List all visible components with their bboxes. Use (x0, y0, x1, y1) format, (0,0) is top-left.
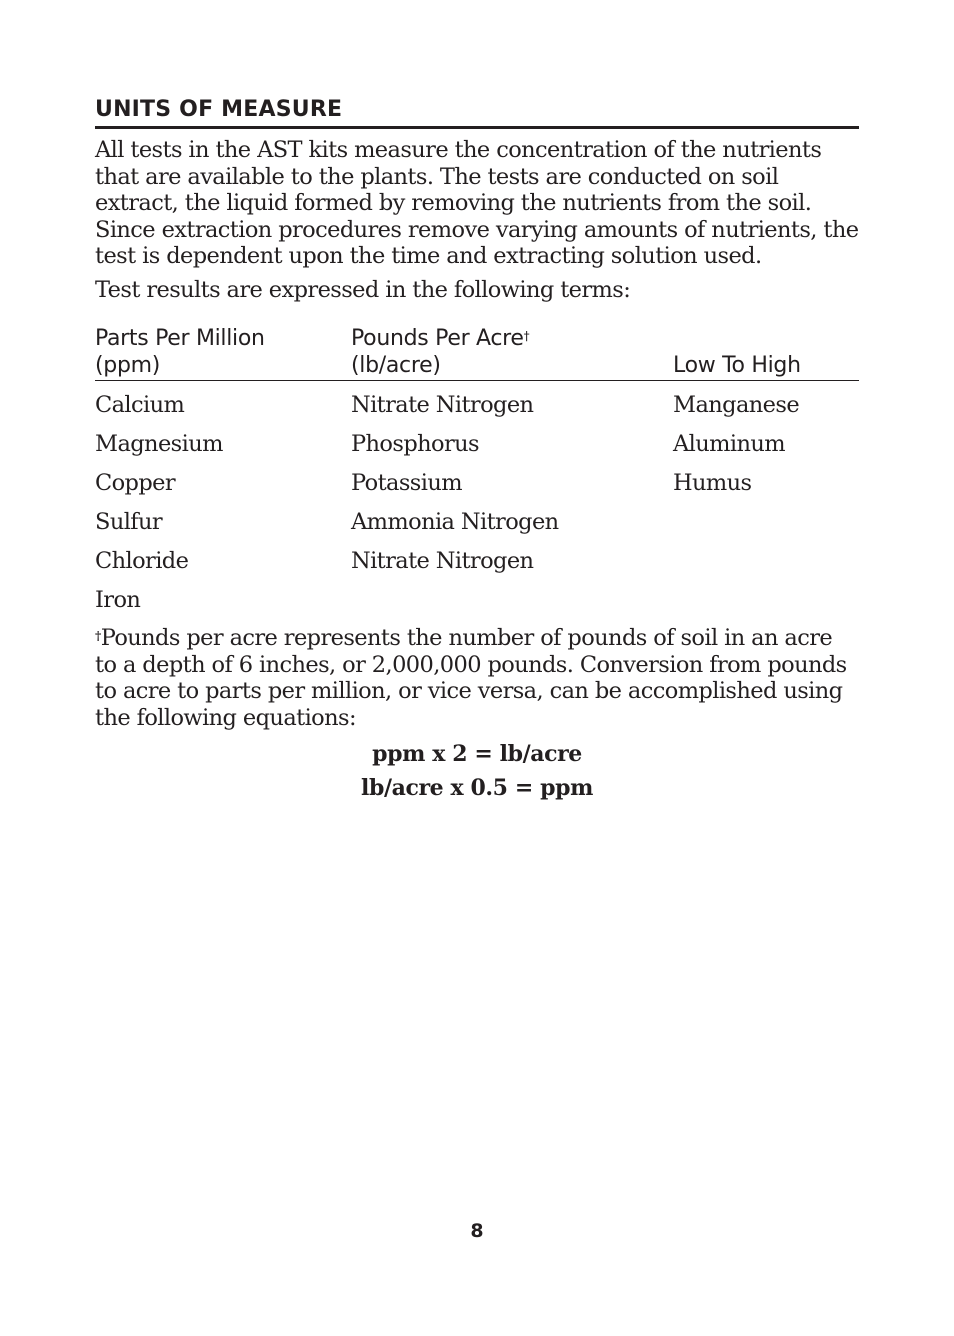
header-ppm-line1: Parts Per Million (95, 326, 265, 351)
table-cell: Sulfur (95, 509, 163, 535)
table-row (95, 508, 859, 547)
table-cell: Aluminum (673, 431, 785, 457)
header-ppm-line2: (ppm) (95, 353, 161, 378)
table-cell: Magnesium (95, 431, 223, 457)
header-ppm (95, 325, 351, 379)
equation-lb-to-ppm: lb/acre x 0.5 = ppm (361, 775, 593, 801)
table-row (95, 469, 859, 508)
footnote (95, 625, 859, 731)
table-cell: Copper (95, 470, 176, 496)
page-content (95, 95, 859, 805)
units-table-body (95, 391, 859, 625)
table-cell: Humus (673, 470, 752, 496)
table-row (95, 391, 859, 430)
table-cell: Nitrate Nitrogen (351, 392, 534, 418)
table-cell: Manganese (673, 392, 800, 418)
page-number: 8 (470, 1220, 484, 1242)
equation-ppm-to-lb: ppm x 2 = lb/acre (372, 741, 582, 767)
header-low-to-high: Low To High (673, 353, 801, 378)
header-lb-acre-line2: (lb/acre) (351, 353, 441, 378)
dagger-mark: † (523, 329, 530, 343)
units-table (95, 325, 859, 625)
table-cell: Chloride (95, 548, 189, 574)
table-row (95, 547, 859, 586)
header-lb-acre (351, 325, 673, 379)
table-row (95, 430, 859, 469)
intro-paragraph: All tests in the AST kits measure the concentration of the nutrients that are available to the plants. The tests are conducted on soil extract, the liquid formed by removing the nutrients from the soil. Since extraction procedures remove varying amounts of nutrients, the test is dependent upon the time and extracting solution used. (95, 137, 859, 269)
table-cell: Phosphorus (351, 431, 479, 457)
header-lb-acre-line1: Pounds Per Acre (351, 326, 524, 351)
table-cell: Potassium (351, 470, 462, 496)
units-table-header (95, 325, 859, 381)
table-cell: Calcium (95, 392, 185, 418)
footnote-dagger: † (95, 629, 101, 643)
table-cell: Nitrate Nitrogen (351, 548, 534, 574)
footnote-text: Pounds per acre represents the number of pounds of soil in an acre to a depth of 6 inches, or 2,000,000 pounds. Conversion from pounds to acre to parts per million, or vice versa, can be accomplished using the following equations: (95, 625, 847, 731)
section-heading: UNITS OF MEASURE (95, 95, 859, 129)
table-row (95, 586, 859, 625)
table-cell: Iron (95, 587, 141, 613)
results-intro-paragraph: Test results are expressed in the following terms: (95, 276, 631, 303)
table-cell: Ammonia Nitrogen (351, 509, 559, 535)
conversion-equations (95, 737, 859, 805)
